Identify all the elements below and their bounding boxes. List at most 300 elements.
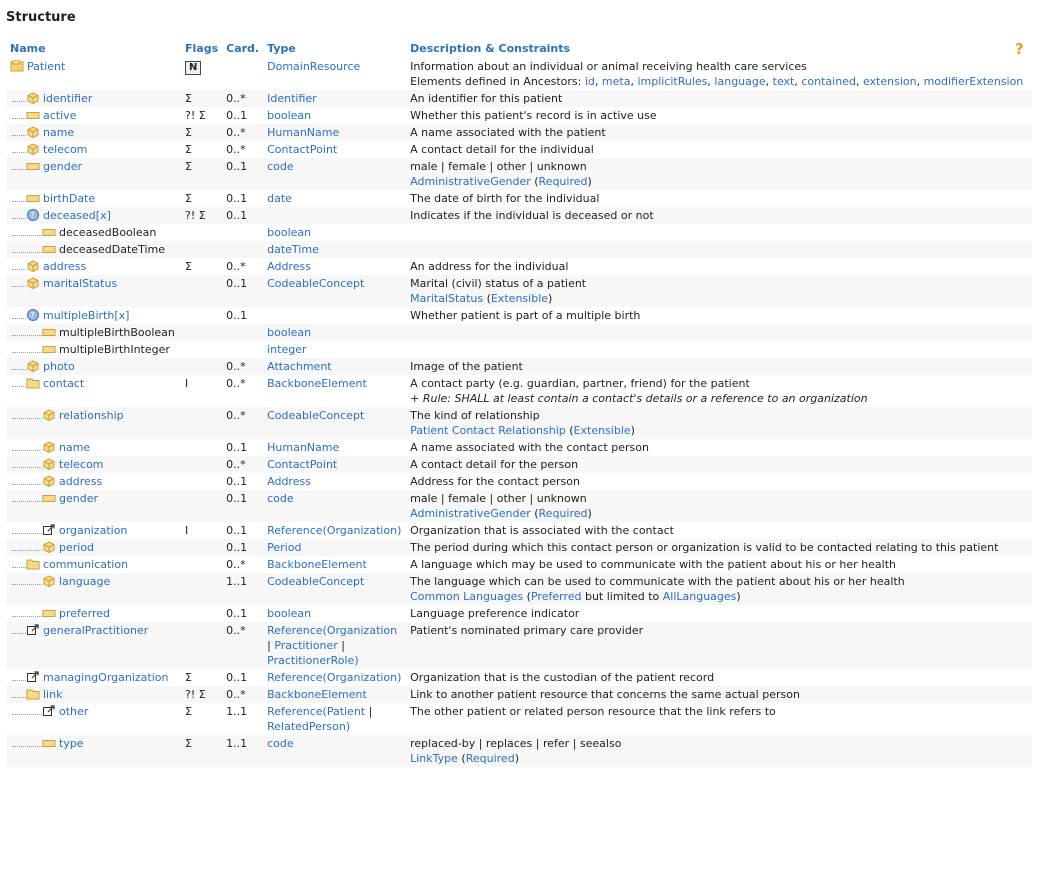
type-cell (263, 522, 406, 539)
flags-cell: Σ (181, 90, 222, 107)
description-cell (406, 375, 1032, 407)
flags-cell (181, 407, 222, 439)
type-cell (263, 207, 406, 224)
element-name[interactable]: address (59, 475, 103, 488)
valueset-link[interactable]: Patient Contact Relationship (410, 424, 566, 437)
type-link[interactable]: RelatedPerson (267, 720, 346, 733)
name-cell (6, 473, 181, 490)
cardinality-cell: 0..1 (226, 192, 248, 205)
binding-line: Patient Contact Relationship (Extensible) (410, 424, 635, 437)
primitive-icon (42, 343, 59, 356)
cardinality-cell: 0..* (226, 260, 246, 273)
element-name[interactable]: contact (43, 377, 85, 390)
type-link[interactable]: Organization (326, 524, 398, 537)
type-link[interactable]: BackboneElement (267, 558, 367, 571)
element-name[interactable]: deceased[x] (43, 209, 111, 222)
element-name[interactable]: type (59, 737, 84, 750)
datatype-icon (42, 458, 59, 471)
tree-indent (12, 342, 42, 353)
element-name: deceasedBoolean (59, 226, 157, 239)
tree-indent (12, 125, 26, 136)
binding-strength-link[interactable]: Extensible (490, 292, 549, 305)
cardinality-cell (222, 341, 263, 358)
type-link[interactable]: ) (397, 524, 402, 537)
element-name[interactable]: photo (43, 360, 75, 373)
type-cell (263, 473, 406, 490)
element-name[interactable]: gender (59, 492, 98, 505)
type-link[interactable]: CodeableConcept (267, 277, 365, 290)
table-row (6, 207, 1032, 224)
type-link[interactable]: dateTime (267, 243, 319, 256)
element-name[interactable]: multipleBirth[x] (43, 309, 130, 322)
cardinality-cell: 0..* (226, 558, 246, 571)
col-name: Name (10, 42, 46, 55)
reference-icon (42, 524, 59, 537)
cardinality-cell: 0..* (222, 90, 263, 107)
element-name[interactable]: preferred (59, 607, 111, 620)
type-link[interactable]: Patient (326, 705, 366, 718)
element-name[interactable]: Patient (27, 60, 66, 73)
binding-strength-link[interactable]: Required (538, 175, 588, 188)
tree-indent (12, 159, 26, 170)
description-cell (406, 258, 1032, 275)
description-text: male | female | other | unknown (410, 160, 587, 173)
flags-cell: I (185, 524, 189, 537)
table-row (6, 669, 1032, 686)
tree-indent (12, 225, 42, 236)
description-text: Marital (civil) status of a patient (410, 277, 587, 290)
type-cell (263, 341, 406, 358)
tree-indent (12, 408, 42, 419)
flags-cell (181, 556, 222, 573)
element-name[interactable]: gender (43, 160, 82, 173)
flags-cell (181, 241, 222, 258)
description-cell (406, 686, 1032, 703)
description-text: Organization that is the custodian of the patient record (410, 671, 715, 684)
type-link[interactable]: CodeableConcept (267, 409, 365, 422)
col-type: Type (267, 42, 296, 55)
type-link[interactable]: Organization (326, 624, 398, 637)
table-row (6, 141, 1032, 158)
type-link[interactable]: PractitionerRole (267, 654, 355, 667)
ancestors-line: Elements defined in Ancestors: id, meta, implicitRules, language, text, contained, extension, modifierExtension (410, 75, 1024, 88)
col-card: Card. (226, 42, 260, 55)
cardinality-cell: 0..1 (222, 539, 263, 556)
type-cell (263, 58, 406, 90)
ancestor-link[interactable]: contained (801, 75, 856, 88)
col-desc-label: Description & Constraints (410, 42, 571, 55)
cardinality-cell: 0..* (226, 143, 246, 156)
valueset-link[interactable]: AdministrativeGender (410, 507, 531, 520)
flags-cell: ?! Σ (181, 207, 222, 224)
description-text: Language preference indicator (410, 607, 580, 620)
name-cell (6, 686, 181, 703)
tree-indent (12, 108, 26, 119)
cardinality-cell: 0..1 (226, 441, 248, 454)
type-link[interactable]: HumanName (267, 126, 340, 139)
type-cell (263, 307, 406, 324)
tree-indent (12, 308, 26, 319)
header-row (6, 42, 1032, 58)
name-cell (6, 224, 181, 241)
primitive-icon (26, 109, 43, 122)
element-name[interactable]: address (43, 260, 87, 273)
valueset-link[interactable]: Common Languages (410, 590, 524, 603)
ancestor-link[interactable]: language (714, 75, 766, 88)
page-title: Structure (6, 10, 76, 25)
table-row (6, 573, 1032, 605)
table-row (6, 275, 1032, 307)
type-link[interactable]: Reference( (267, 671, 327, 684)
flags-cell (181, 605, 222, 622)
name-cell (6, 58, 181, 90)
binding-line: MaritalStatus (Extensible) (410, 292, 553, 305)
element-name[interactable]: other (59, 705, 89, 718)
type-link[interactable]: Organization (326, 671, 398, 684)
ancestor-link[interactable]: implicitRules (637, 75, 708, 88)
binding-mid-text: but limited to (581, 590, 663, 603)
description-text: male | female | other | unknown (410, 492, 587, 505)
description-cell (406, 241, 1032, 258)
type-cell (263, 686, 406, 703)
type-cell (263, 258, 406, 275)
type-link[interactable]: BackboneElement (267, 377, 367, 390)
type-separator: | (267, 639, 275, 652)
ancestor-link[interactable]: text (772, 75, 795, 88)
type-link[interactable]: boolean (267, 109, 312, 122)
type-link[interactable]: Address (267, 260, 311, 273)
primitive-icon (42, 607, 59, 620)
type-separator: | (365, 705, 373, 718)
description-cell (406, 556, 1032, 573)
description-text: A contact detail for the individual (410, 143, 594, 156)
flags-cell (181, 539, 222, 556)
type-link[interactable]: DomainResource (267, 60, 361, 73)
flags-cell (181, 324, 222, 341)
element-name[interactable]: telecom (43, 143, 88, 156)
ancestor-link[interactable]: extension (862, 75, 917, 88)
element-name[interactable]: language (59, 575, 111, 588)
type-link[interactable]: HumanName (267, 441, 340, 454)
datatype-icon (26, 143, 43, 156)
name-cell (6, 158, 181, 190)
valueset-link[interactable]: AdministrativeGender (410, 175, 531, 188)
table-row (6, 258, 1032, 275)
element-name[interactable]: maritalStatus (43, 277, 118, 290)
primitive-icon (42, 737, 59, 750)
svg-text:?: ? (30, 211, 35, 220)
type-cell (263, 539, 406, 556)
type-cell (263, 241, 406, 258)
flags-cell: Σ (185, 260, 192, 273)
table-row (6, 473, 1032, 490)
cardinality-cell (222, 241, 263, 258)
valueset-link[interactable]: MaritalStatus (410, 292, 484, 305)
cardinality-cell: 0..* (222, 686, 263, 703)
datatype-icon (26, 277, 43, 290)
type-link[interactable]: Reference( (267, 624, 327, 637)
type-cell (263, 124, 406, 141)
cardinality-cell: 0..* (222, 622, 263, 669)
datatype-icon (42, 441, 59, 454)
name-cell (6, 307, 181, 324)
binding-strength-link[interactable]: Required (465, 752, 515, 765)
cardinality-cell: 0..1 (222, 490, 263, 522)
max-valueset-link[interactable]: AllLanguages (662, 590, 737, 603)
type-link[interactable]: date (267, 192, 292, 205)
element-name[interactable]: organization (59, 524, 128, 537)
name-cell (6, 622, 181, 669)
type-link[interactable]: Practitioner (274, 639, 338, 652)
element-name[interactable]: identifier (43, 92, 93, 105)
name-cell (6, 124, 181, 141)
name-cell (6, 522, 181, 539)
description-text: Link to another patient resource that concerns the same actual person (410, 688, 800, 701)
type-cell (263, 407, 406, 439)
tree-indent (12, 491, 42, 502)
cardinality-cell: 1..1 (222, 735, 263, 767)
cardinality-cell: 1..1 (222, 573, 263, 605)
tree-indent (12, 606, 42, 617)
datatype-icon (42, 409, 59, 422)
tree-indent (12, 523, 42, 534)
name-cell (6, 669, 181, 686)
flags-cell: I (185, 377, 189, 390)
choice-icon (26, 309, 43, 322)
type-link[interactable]: integer (267, 343, 307, 356)
type-link[interactable]: boolean (267, 226, 312, 239)
reference-icon (26, 624, 43, 637)
flags-cell (181, 341, 222, 358)
type-link[interactable]: code (267, 160, 294, 173)
table-row (6, 539, 1032, 556)
tree-indent (12, 91, 26, 102)
description-cell (406, 703, 1032, 735)
description-cell (406, 490, 1032, 522)
flags-cell: Σ (181, 735, 222, 767)
tree-indent (12, 704, 42, 715)
type-cell (263, 324, 406, 341)
tree-indent (12, 540, 42, 551)
tree-indent (12, 457, 42, 468)
type-cell (263, 605, 406, 622)
binding-line: LinkType (Required) (410, 752, 519, 765)
flags-cell: Σ (185, 143, 192, 156)
type-link[interactable]: Reference( (267, 524, 327, 537)
type-link[interactable]: Period (267, 541, 302, 554)
element-name[interactable]: active (43, 109, 77, 122)
table-row (6, 522, 1032, 539)
element-name[interactable]: name (43, 126, 75, 139)
description-text: A contact detail for the person (410, 458, 579, 471)
description-cell (406, 669, 1032, 686)
table-row (6, 703, 1032, 735)
type-link[interactable]: code (267, 492, 294, 505)
primitive-icon (26, 160, 43, 173)
table-row (6, 158, 1032, 190)
table-row (6, 407, 1032, 439)
name-cell (6, 703, 181, 735)
binding-strength-link[interactable]: Required (538, 507, 588, 520)
element-icon (26, 558, 43, 571)
description-cell (406, 622, 1032, 669)
valueset-link[interactable]: LinkType (410, 752, 458, 765)
element-icon (26, 377, 43, 390)
description-cell (406, 90, 1032, 107)
col-desc (406, 42, 1032, 58)
description-text: The period during which this contact person or organization is valid to be contacted relating to this patient (410, 541, 999, 554)
flags-cell: Σ (185, 192, 192, 205)
flags-cell (181, 224, 222, 241)
description-text: An address for the individual (410, 260, 569, 273)
cardinality-cell (222, 324, 263, 341)
type-link[interactable]: ContactPoint (267, 458, 338, 471)
description-text: replaced-by | replaces | refer | seealso (410, 737, 622, 750)
primitive-icon (42, 492, 59, 505)
tree-indent (12, 142, 26, 153)
type-cell (263, 735, 406, 767)
element-name[interactable]: telecom (59, 458, 104, 471)
description-text: The date of birth for the individual (410, 192, 600, 205)
ancestor-link[interactable]: modifierExtension (923, 75, 1024, 88)
type-separator: | (337, 639, 346, 652)
flags-cell (181, 622, 222, 669)
ancestor-link[interactable]: meta (601, 75, 631, 88)
type-cell (263, 703, 406, 735)
description-text: The other patient or related person resource that the link refers to (410, 705, 776, 718)
element-name[interactable]: name (59, 441, 91, 454)
flags-cell (181, 490, 222, 522)
element-name[interactable]: link (43, 688, 63, 701)
type-link[interactable]: ) (345, 720, 351, 733)
name-cell (6, 275, 181, 307)
type-cell (263, 375, 406, 407)
normative-flag[interactable]: N (185, 61, 201, 75)
table-row (6, 307, 1032, 324)
cardinality-cell: 0..1 (222, 275, 263, 307)
cardinality-cell: 1..1 (226, 705, 248, 718)
element-name: multipleBirthInteger (59, 343, 170, 356)
choice-icon (26, 209, 43, 222)
tree-indent (12, 440, 42, 451)
description-cell (406, 224, 1032, 241)
type-link[interactable]: boolean (267, 326, 312, 339)
element-name[interactable]: birthDate (43, 192, 96, 205)
description-cell (406, 207, 1032, 224)
table-row (6, 686, 1032, 703)
type-cell (263, 490, 406, 522)
binding-strength-link[interactable]: Extensible (573, 424, 631, 437)
type-link[interactable]: Reference( (267, 705, 327, 718)
description-cell (406, 307, 1032, 324)
reference-icon (42, 705, 59, 718)
description-text: Patient's nominated primary care provider (410, 624, 644, 637)
type-link[interactable]: code (267, 737, 294, 750)
description-text: An identifier for this patient (410, 92, 563, 105)
type-link[interactable]: boolean (267, 607, 312, 620)
table-row (6, 456, 1032, 473)
description-text: A name associated with the patient (410, 126, 606, 139)
datatype-icon (42, 475, 59, 488)
table-row (6, 622, 1032, 669)
primitive-icon (26, 192, 43, 205)
flags-cell: ?! Σ (181, 686, 222, 703)
name-cell (6, 556, 181, 573)
table-row (6, 375, 1032, 407)
cardinality-cell: 0..1 (226, 309, 248, 322)
name-cell (6, 456, 181, 473)
type-cell (263, 190, 406, 207)
description-cell (406, 573, 1032, 605)
description-cell (406, 107, 1032, 124)
tree-indent (12, 259, 26, 270)
tree-indent (12, 687, 26, 698)
description-cell (406, 124, 1032, 141)
element-name[interactable]: generalPractitioner (43, 624, 149, 637)
description-text: A contact party (e.g. guardian, partner, friend) for the patient (410, 377, 750, 390)
type-cell (263, 90, 406, 107)
name-cell (6, 439, 181, 456)
table-row (6, 490, 1032, 522)
type-cell (263, 556, 406, 573)
datatype-icon (26, 260, 43, 273)
type-cell (263, 107, 406, 124)
cardinality-cell: 0..1 (226, 607, 248, 620)
table-row (6, 58, 1032, 90)
name-cell (6, 490, 181, 522)
question-icon[interactable] (1014, 41, 1026, 55)
name-cell (6, 324, 181, 341)
table-row (6, 439, 1032, 456)
type-link[interactable]: ) (354, 654, 359, 667)
description-text: Organization that is associated with the contact (410, 524, 674, 537)
type-link[interactable]: Attachment (267, 360, 332, 373)
type-link[interactable]: Identifier (267, 92, 317, 105)
type-link[interactable]: BackboneElement (267, 688, 367, 701)
name-cell (6, 190, 181, 207)
col-flags: Flags (185, 42, 219, 55)
flags-cell: Σ (181, 158, 222, 190)
flags-cell (181, 275, 222, 307)
primitive-icon (42, 226, 59, 239)
description-cell (406, 605, 1032, 622)
binding-line: Common Languages (Preferred but limited to AllLanguages) (410, 590, 741, 603)
type-link[interactable]: Address (267, 475, 311, 488)
type-link[interactable]: ContactPoint (267, 143, 338, 156)
name-cell (6, 141, 181, 158)
ancestor-link[interactable]: id (584, 75, 595, 88)
cardinality-cell: 0..* (222, 407, 263, 439)
element-name[interactable]: relationship (59, 409, 124, 422)
primitive-icon (42, 326, 59, 339)
tree-indent (12, 574, 42, 585)
description-cell (406, 439, 1032, 456)
type-link[interactable]: CodeableConcept (267, 575, 365, 588)
element-name[interactable]: period (59, 541, 95, 554)
element-name[interactable]: communication (43, 558, 129, 571)
type-link[interactable]: ) (397, 671, 402, 684)
flags-cell: ?! Σ (185, 109, 206, 122)
name-cell (6, 375, 181, 407)
tree-indent (12, 557, 26, 568)
cardinality-cell: 0..* (226, 377, 246, 390)
datatype-icon (42, 575, 59, 588)
cardinality-cell (222, 58, 263, 90)
element-name: multipleBirthBoolean (59, 326, 175, 339)
name-cell (6, 258, 181, 275)
element-name[interactable]: managingOrganization (43, 671, 169, 684)
binding-strength-link[interactable]: Preferred (530, 590, 582, 603)
